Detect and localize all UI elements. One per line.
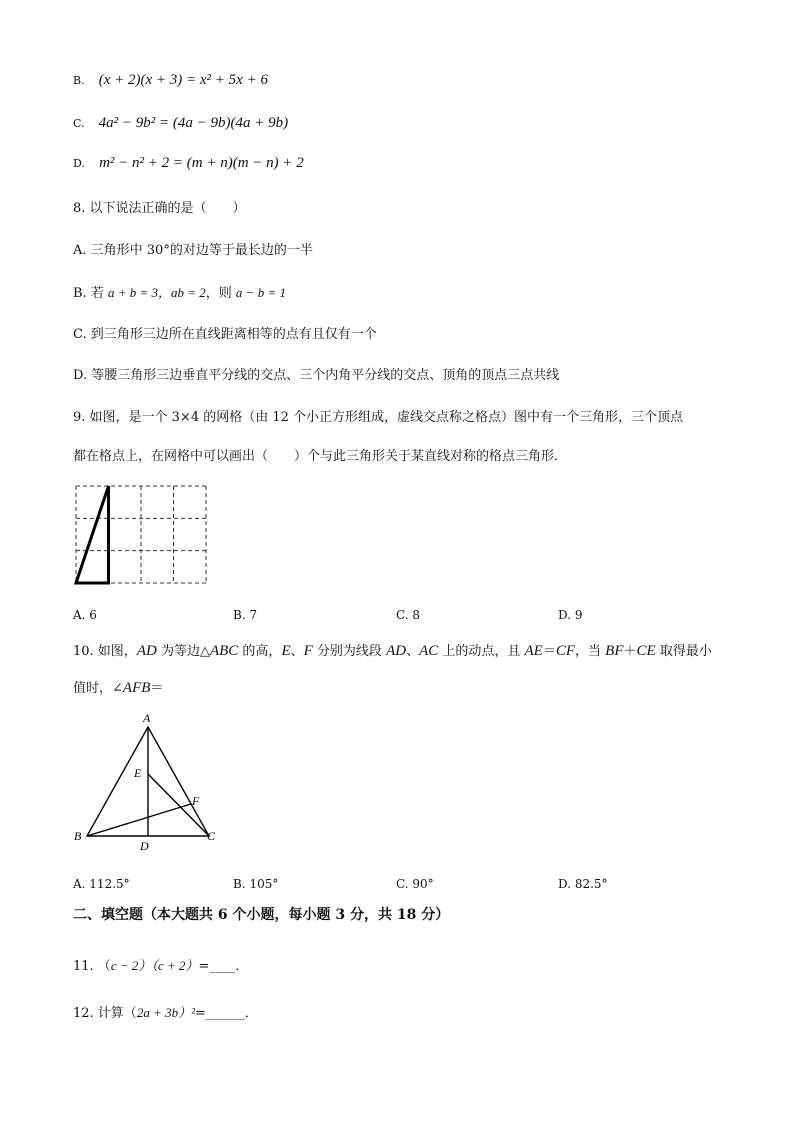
q7-option-d-expr: m² − n² + 2 = (m + n)(m − n) + 2 (99, 155, 304, 171)
q7-option-c-label: C. (73, 117, 85, 130)
q10-text: ，当 (575, 644, 606, 659)
q10-math: AFB (122, 680, 151, 696)
q10-math: F (303, 643, 313, 659)
q10-option-d: D. 82.5° (558, 877, 608, 891)
q10-text: 上的动点，且 (438, 644, 525, 659)
q10-text: 分别为线段 (312, 644, 387, 659)
q9-grid-figure (73, 483, 213, 587)
q9-option-b: B. 7 (233, 608, 258, 622)
label-a: A (143, 711, 151, 725)
q10-option-b: B. 105° (233, 877, 279, 891)
q9-triangle (76, 486, 109, 583)
q10-math: BF (605, 643, 624, 659)
q10-triangle-figure (70, 708, 230, 853)
q10-math: CF (555, 643, 576, 659)
q10-text: 10. 如图， (73, 644, 137, 659)
q10-math: ABC (209, 643, 239, 659)
q10-text: 值时，∠ (73, 681, 123, 696)
q9-option-c: C. 8 (396, 608, 421, 622)
q9-stem-line1: 9. 如图，是一个 3×4 的网格（由 12 个小正方形组成，虚线交点称之格点）图中有一个三角形，三个顶点 (73, 410, 684, 425)
segment-ce (148, 774, 209, 836)
q11-expr: c − 2）（c + 2） (110, 958, 199, 973)
q10-math: CE (636, 643, 656, 659)
q10-math: AE (524, 643, 543, 659)
q11-prefix: 11. （ (73, 959, 111, 974)
q10-math: AC (419, 643, 439, 659)
q10-math: AD (136, 643, 157, 659)
q12-prefix: 12. 计算（ (73, 1006, 137, 1021)
q10-text: 的高， (238, 644, 282, 659)
q7-option-d-label: D. (73, 157, 85, 170)
q7-option-b-label: B. (73, 74, 85, 87)
q10-text: ＝ (150, 681, 164, 696)
section-2-title: 二、填空题（本大题共 6 个小题，每小题 3 分，共 18 分） (73, 907, 450, 923)
q7-option-b-expr: (x + 2)(x + 3) = x² + 5x + 6 (98, 72, 268, 88)
label-c: C (207, 829, 216, 843)
q10-text: 、 (290, 644, 304, 659)
q10-text: 为等边△ (156, 644, 210, 659)
q7-option-d (73, 153, 304, 174)
q10-text: ＝ (542, 644, 556, 659)
label-b: B (74, 829, 82, 843)
q8-option-d: D. 等腰三角形三边垂直平分线的交点、三个内角平分线的交点、顶角的顶点三点共线 (73, 368, 560, 383)
q10-stem-line2 (73, 678, 163, 699)
q9-stem-line2: 都在格点上，在网格中可以画出（ ）个与此三角形关于某直线对称的格点三角形． (73, 449, 568, 464)
q12 (73, 1003, 258, 1024)
q10-math: E (281, 643, 291, 659)
q10-text: ＋ (623, 644, 637, 659)
q10-option-c: C. 90° (396, 877, 434, 891)
q7-option-c (73, 113, 288, 134)
q10-stem-line1 (73, 641, 712, 662)
q12-expr: 2a + 3b）² (136, 1005, 195, 1020)
q8-option-b-math2: a − b = 1 (235, 285, 286, 300)
q11-blank: =____． (198, 959, 249, 974)
q10-text: 取得最小 (655, 644, 712, 659)
q11 (73, 956, 248, 977)
label-d: D (140, 839, 149, 853)
q7-option-c-expr: 4a² − 9b² = (4a − 9b)(4a + 9b) (98, 115, 289, 131)
label-e: E (134, 766, 142, 780)
q8-stem: 8. 以下说法正确的是（ ） (73, 201, 246, 216)
q8-option-b-math1: a + b = 3，ab = 2 (107, 285, 206, 300)
q8-option-b-prefix: B. 若 (73, 286, 108, 301)
q10-math: AD (386, 643, 407, 659)
q9-option-a: A. 6 (73, 608, 97, 622)
q8-option-b (73, 283, 286, 304)
q7-option-b (73, 70, 268, 91)
q8-option-b-mid: ，则 (205, 286, 236, 301)
q12-blank: =______． (194, 1006, 258, 1021)
label-f: F (192, 794, 200, 808)
q9-option-d: D. 9 (558, 608, 583, 622)
q10-text: 、 (406, 644, 420, 659)
q10-option-a: A. 112.5° (73, 877, 130, 891)
q8-option-a: A. 三角形中 30°的对边等于最长边的一半 (73, 243, 313, 258)
q8-option-c: C. 到三角形三边所在直线距离相等的点有且仅有一个 (73, 327, 377, 342)
